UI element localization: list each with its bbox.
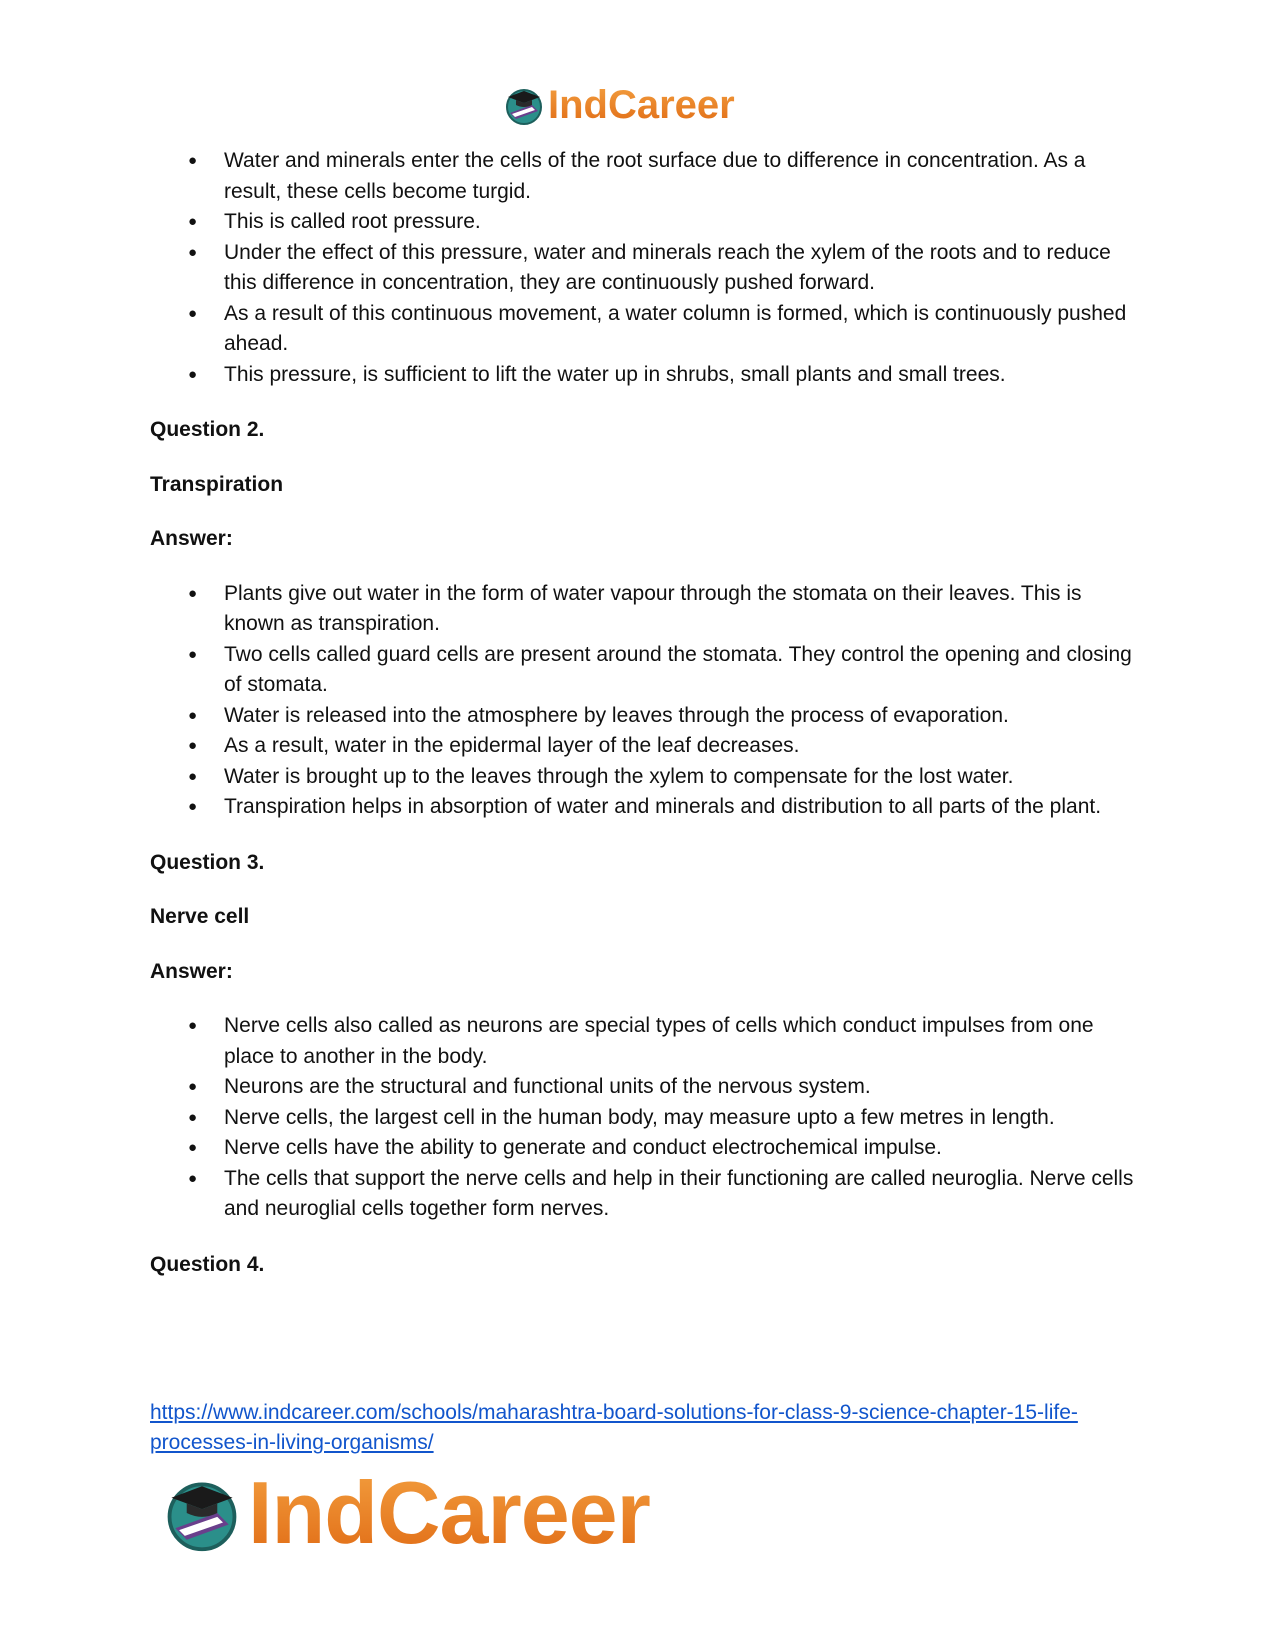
- question-2-answer-label: Answer:: [150, 527, 233, 550]
- list-item: ● Neurons are the structural and functional units of the nervous system.: [150, 1072, 1140, 1103]
- footer-logo: [160, 1463, 650, 1562]
- graduation-cap-book-globe-icon: [502, 83, 546, 127]
- question-4-heading: Question 4.: [150, 1252, 265, 1276]
- list-item: ● As a result, water in the epidermal layer of the leaf decreases.: [150, 731, 1140, 762]
- list-item: ● Two cells called guard cells are present around the stomata. They control the opening and closing of stomata.: [150, 640, 1140, 701]
- footer-logo-text: IndCareer: [248, 1463, 650, 1562]
- list-item: ● Nerve cells have the ability to generate and conduct electrochemical impulse.: [150, 1133, 1140, 1164]
- question-3-heading: Question 3.: [150, 850, 265, 874]
- header-logo-text: IndCareer: [548, 82, 735, 127]
- list-item: ● Water is brought up to the leaves through the xylem to compensate for the lost water.: [150, 762, 1140, 793]
- question-2-topic: Transpiration: [150, 472, 284, 496]
- graduation-cap-book-globe-icon: [160, 1471, 244, 1555]
- list-item: ● Water and minerals enter the cells of the root surface due to difference in concentration. As a result, these cells become turgid.: [150, 146, 1140, 207]
- source-link[interactable]: https://www.indcareer.com/schools/maharashtra-board-solutions-for-class-9-science-chapter-15-life-processes-in-living-organisms/: [150, 1401, 1078, 1454]
- list-item: ● Nerve cells also called as neurons are special types of cells which conduct impulses from one place to another in the body.: [150, 1011, 1140, 1072]
- list-item: ● The cells that support the nerve cells and help in their functioning are called neuroglia. Nerve cells and neuroglial cells together form nerves.: [150, 1164, 1140, 1225]
- transpiration-list: [150, 579, 1140, 823]
- document-body: [150, 146, 1140, 1280]
- list-item: ● Plants give out water in the form of water vapour through the stomata on their leaves. This is known as transpiration.: [150, 579, 1140, 640]
- question-3-topic: Nerve cell: [150, 905, 250, 928]
- question-3-answer-label: Answer:: [150, 959, 233, 983]
- nerve-cell-list: [150, 1011, 1140, 1225]
- list-item: ● As a result of this continuous movement, a water column is formed, which is continuously pushed ahead.: [150, 299, 1140, 360]
- list-item: ● Water is released into the atmosphere by leaves through the process of evaporation.: [150, 701, 1140, 732]
- list-item: ● Nerve cells, the largest cell in the human body, may measure upto a few metres in length.: [150, 1103, 1140, 1134]
- list-item: ● Transpiration helps in absorption of water and minerals and distribution to all parts of the plant.: [150, 792, 1140, 823]
- list-item: ● Under the effect of this pressure, water and minerals reach the xylem of the roots and to reduce this difference in concentration, they are continuously pushed forward.: [150, 238, 1140, 299]
- root-pressure-list: [150, 146, 1140, 390]
- question-2-heading: Question 2.: [150, 418, 265, 441]
- list-item: ● This pressure, is sufficient to lift the water up in shrubs, small plants and small trees.: [150, 360, 1140, 391]
- header-logo: [502, 80, 735, 130]
- list-item: ● This is called root pressure.: [150, 207, 1140, 238]
